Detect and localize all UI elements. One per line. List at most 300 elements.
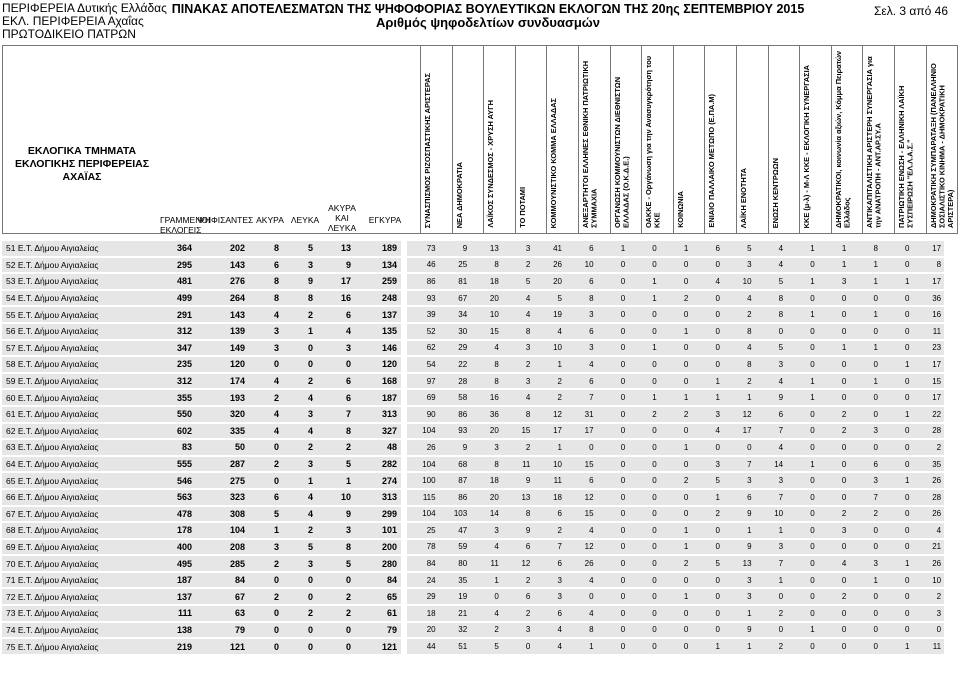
stat-cell: 3 — [283, 258, 317, 275]
stat-cell: 355 — [160, 390, 196, 407]
party-vote-cell: 1 — [691, 374, 723, 391]
row-label: 63 Ε.Τ. Δήμου Αιγιαλείας — [2, 440, 160, 457]
party-vote-cell: 0 — [597, 589, 629, 606]
party-vote-cell: 100 — [407, 473, 439, 490]
stat-cell: 1 — [249, 523, 283, 540]
stat-cell: 79 — [196, 623, 249, 640]
stat-cell: 364 — [160, 241, 196, 258]
stat-cell: 121 — [355, 639, 401, 656]
party-vote-cell: 84 — [407, 556, 439, 573]
party-name: ΚΟΜΜΟΥΝΙΣΤΙΚΟ ΚΟΜΜΑ ΕΛΛΑΔΑΣ — [549, 97, 559, 228]
stat-cell: 563 — [160, 490, 196, 507]
party-vote-cell: 3 — [723, 258, 755, 275]
stat-cell: 308 — [196, 507, 249, 524]
stat-cell: 248 — [355, 291, 401, 308]
party-name: ΛΑΪΚΟΣ ΣΥΝΔΕΣΜΟΣ - ΧΡΥΣΗ ΑΥΓΗ — [486, 100, 496, 228]
party-vote-cell: 0 — [628, 473, 660, 490]
party-vote-cell: 3 — [755, 540, 787, 557]
stat-cell: 8 — [283, 291, 317, 308]
party-vote-cell: 1 — [881, 473, 913, 490]
party-name: ΑΝΤΙΚΑΠΙΤΑΛΙΣΤΙΚΗ ΑΡΙΣΤΕΡΗ ΣΥΝΕΡΓΑΣΙΑ για την ΑΝΑΤΡΟΠΗ - ΑΝΤ.ΑΡ.ΣΥ.Α — [865, 56, 883, 228]
stat-cell: 295 — [160, 258, 196, 275]
party-vote-cell: 67 — [439, 291, 471, 308]
party-vote-cell: 1 — [755, 573, 787, 590]
stat-cell: 555 — [160, 457, 196, 474]
party-vote-cell: 1 — [755, 523, 787, 540]
party-vote-cell: 0 — [818, 639, 850, 656]
party-vote-cell: 4 — [533, 639, 565, 656]
stat-cell: 0 — [317, 623, 355, 640]
party-vote-cell: 6 — [533, 606, 565, 623]
party-vote-cell: 0 — [628, 540, 660, 557]
row-label: 54 Ε.Τ. Δήμου Αιγιαλείας — [2, 291, 160, 308]
stat-cell: 2 — [249, 390, 283, 407]
stat-cell: 312 — [160, 324, 196, 341]
party-vote-cell: 3 — [470, 440, 502, 457]
party-vote-cell: 11 — [470, 556, 502, 573]
party-name: ΤΟ ΠΟΤΑΜΙ — [517, 187, 527, 228]
party-vote-cell: 12 — [502, 556, 534, 573]
party-vote-cell: 46 — [407, 258, 439, 275]
party-vote-cell: 6 — [565, 473, 597, 490]
stat-cell: 0 — [283, 639, 317, 656]
party-vote-cell: 103 — [439, 507, 471, 524]
stat-cell: 4 — [283, 424, 317, 441]
party-vote-cell: 1 — [818, 341, 850, 358]
party-vote-cell: 0 — [786, 258, 818, 275]
party-vote-cell: 28 — [913, 424, 945, 441]
table-row — [2, 291, 944, 308]
party-vote-cell: 0 — [597, 639, 629, 656]
party-vote-cell: 17 — [913, 241, 945, 258]
party-vote-cell: 9 — [502, 473, 534, 490]
stat-cell: 1 — [283, 473, 317, 490]
stat-cell: 17 — [317, 274, 355, 291]
party-vote-cell: 19 — [533, 307, 565, 324]
party-vote-cell: 10 — [723, 274, 755, 291]
table-row — [2, 639, 944, 656]
party-name: ΛΑΪΚΗ ΕΝΟΤΗΤΑ — [739, 167, 748, 228]
party-vote-cell: 9 — [723, 507, 755, 524]
party-vote-cell: 4 — [755, 440, 787, 457]
party-vote-cell: 51 — [439, 639, 471, 656]
party-vote-cell: 29 — [439, 341, 471, 358]
stat-cell: 5 — [283, 540, 317, 557]
party-vote-cell: 0 — [660, 573, 692, 590]
party-vote-cell: 6 — [502, 540, 534, 557]
table-row — [2, 307, 944, 324]
party-vote-cell: 0 — [470, 589, 502, 606]
party-vote-cell: 36 — [470, 407, 502, 424]
party-vote-cell: 2 — [755, 606, 787, 623]
party-vote-cell: 0 — [628, 573, 660, 590]
party-name: ΚΟΙΝΩΝΙΑ — [675, 191, 685, 228]
party-vote-cell: 13 — [502, 490, 534, 507]
party-vote-cell: 0 — [691, 307, 723, 324]
region-line: ΠΕΡΙΦΕΡΕΙΑ Δυτικής Ελλάδας — [2, 1, 167, 15]
party-vote-cell: 1 — [786, 241, 818, 258]
party-vote-cell: 1 — [881, 556, 913, 573]
party-vote-cell: 0 — [849, 589, 881, 606]
party-vote-cell: 20 — [470, 291, 502, 308]
party-vote-cell: 0 — [881, 241, 913, 258]
party-vote-cell: 3 — [502, 241, 534, 258]
party-vote-cell: 93 — [407, 291, 439, 308]
stat-cell: 61 — [355, 606, 401, 623]
party-vote-cell: 18 — [533, 490, 565, 507]
party-vote-cell: 35 — [913, 457, 945, 474]
party-vote-cell: 5 — [691, 473, 723, 490]
stat-cell: 2 — [249, 457, 283, 474]
party-vote-cell: 16 — [913, 307, 945, 324]
stat-cell: 0 — [317, 573, 355, 590]
stat-cell: 291 — [160, 307, 196, 324]
stat-cell: 16 — [317, 291, 355, 308]
table-row — [2, 440, 944, 457]
party-vote-cell: 0 — [881, 424, 913, 441]
stat-cell: 3 — [283, 457, 317, 474]
stat-cell: 327 — [355, 424, 401, 441]
party-vote-cell: 1 — [533, 357, 565, 374]
party-vote-cell: 12 — [723, 407, 755, 424]
party-vote-cell: 86 — [407, 274, 439, 291]
party-vote-cell: 1 — [849, 258, 881, 275]
stat-cell: 0 — [249, 639, 283, 656]
party-vote-cell: 0 — [818, 573, 850, 590]
party-vote-cell: 35 — [439, 573, 471, 590]
party-vote-cell: 2 — [723, 374, 755, 391]
table-row — [2, 390, 944, 407]
party-vote-cell: 0 — [881, 490, 913, 507]
party-vote-cell: 0 — [597, 274, 629, 291]
party-vote-cell: 0 — [881, 440, 913, 457]
party-vote-cell: 3 — [723, 589, 755, 606]
party-vote-cell: 3 — [849, 556, 881, 573]
stat-cell: 4 — [283, 507, 317, 524]
party-vote-cell: 0 — [786, 540, 818, 557]
party-name: ΕΝΩΣΗ ΚΕΝΤΡΩΩΝ — [770, 157, 780, 228]
party-vote-cell: 0 — [818, 490, 850, 507]
table-row — [2, 507, 944, 524]
party-vote-cell: 0 — [628, 457, 660, 474]
stat-cell: 137 — [355, 307, 401, 324]
party-vote-cell: 0 — [660, 274, 692, 291]
party-vote-cell: 1 — [660, 523, 692, 540]
row-label: 73 Ε.Τ. Δήμου Αιγιαλείας — [2, 606, 160, 623]
party-vote-cell: 2 — [533, 390, 565, 407]
party-vote-cell: 31 — [565, 407, 597, 424]
party-vote-cell: 7 — [755, 424, 787, 441]
party-name: ΕΝΙΑΙΟ ΠΑΛΛΑΙΚΟ ΜΕΤΩΠΟ (Ε.ΠΑ.Μ) — [707, 94, 717, 228]
party-vote-cell: 0 — [818, 357, 850, 374]
party-vote-cell: 2 — [502, 440, 534, 457]
row-label: 72 Ε.Τ. Δήμου Αιγιαλείας — [2, 589, 160, 606]
row-label: 74 Ε.Τ. Δήμου Αιγιαλείας — [2, 623, 160, 640]
party-vote-cell: 54 — [407, 357, 439, 374]
party-vote-cell: 0 — [628, 623, 660, 640]
stat-cell: 1 — [283, 324, 317, 341]
stat-cell: 287 — [196, 457, 249, 474]
column-header-4: ΛΕΥΚΑ — [290, 215, 320, 225]
party-vote-cell: 8 — [502, 407, 534, 424]
party-vote-cell: 52 — [407, 324, 439, 341]
stat-cell: 178 — [160, 523, 196, 540]
party-vote-cell: 0 — [565, 440, 597, 457]
party-vote-cell: 0 — [849, 639, 881, 656]
stat-cell: 6 — [317, 307, 355, 324]
stat-cell: 0 — [249, 473, 283, 490]
party-vote-cell: 0 — [786, 606, 818, 623]
party-vote-cell: 44 — [407, 639, 439, 656]
results-table — [2, 241, 944, 656]
party-vote-cell: 5 — [470, 639, 502, 656]
party-vote-cell: 10 — [470, 307, 502, 324]
stat-cell: 4 — [249, 374, 283, 391]
party-vote-cell: 0 — [628, 241, 660, 258]
party-vote-cell: 0 — [628, 258, 660, 275]
stat-cell: 146 — [355, 341, 401, 358]
party-vote-cell: 3 — [502, 623, 534, 640]
stat-cell: 2 — [283, 440, 317, 457]
party-vote-cell: 2 — [660, 291, 692, 308]
table-row — [2, 424, 944, 441]
party-vote-cell: 4 — [755, 258, 787, 275]
party-vote-cell: 20 — [407, 623, 439, 640]
party-vote-cell: 0 — [786, 490, 818, 507]
party-vote-cell: 0 — [881, 623, 913, 640]
party-vote-cell: 11 — [913, 324, 945, 341]
column-header-2: ΨΗΦΙΣΑΝΤΕΣ — [197, 215, 254, 225]
party-vote-cell: 0 — [849, 440, 881, 457]
party-vote-cell: 7 — [755, 490, 787, 507]
party-vote-cell: 3 — [723, 573, 755, 590]
party-vote-cell: 9 — [723, 623, 755, 640]
stat-cell: 0 — [283, 341, 317, 358]
column-header-6: ΕΓΚΥΡΑ — [368, 215, 402, 225]
party-vote-cell: 0 — [597, 258, 629, 275]
party-vote-cell: 0 — [786, 507, 818, 524]
stat-cell: 8 — [249, 291, 283, 308]
party-vote-cell: 1 — [691, 390, 723, 407]
party-vote-cell: 9 — [439, 241, 471, 258]
party-vote-cell: 7 — [755, 556, 787, 573]
party-vote-cell: 24 — [407, 573, 439, 590]
party-vote-cell: 6 — [849, 457, 881, 474]
party-vote-cell: 0 — [849, 540, 881, 557]
party-vote-cell: 0 — [660, 341, 692, 358]
party-vote-cell: 0 — [691, 573, 723, 590]
party-vote-cell: 14 — [470, 507, 502, 524]
party-vote-cell: 73 — [407, 241, 439, 258]
stat-cell: 9 — [283, 274, 317, 291]
stat-cell: 219 — [160, 639, 196, 656]
party-vote-cell: 0 — [628, 324, 660, 341]
stat-cell: 285 — [196, 556, 249, 573]
party-vote-cell: 4 — [691, 424, 723, 441]
stat-cell: 143 — [196, 307, 249, 324]
row-label: 71 Ε.Τ. Δήμου Αιγιαλείας — [2, 573, 160, 590]
stat-cell: 280 — [355, 556, 401, 573]
party-vote-cell: 4 — [691, 274, 723, 291]
party-vote-cell: 28 — [439, 374, 471, 391]
stat-cell: 5 — [249, 507, 283, 524]
stat-cell: 3 — [283, 556, 317, 573]
party-vote-cell: 0 — [691, 606, 723, 623]
party-name: ΔΗΜΟΚΡΑΤΙΚΟΙ, κοινωνία αξιών, Κόμμα Πειρατών Ελλάδος — [833, 50, 852, 228]
party-vote-cell: 1 — [849, 341, 881, 358]
party-vote-cell: 0 — [881, 390, 913, 407]
party-vote-cell: 0 — [660, 490, 692, 507]
party-vote-cell: 10 — [913, 573, 945, 590]
stat-cell: 83 — [160, 440, 196, 457]
party-vote-cell: 5 — [755, 274, 787, 291]
party-vote-cell: 3 — [818, 274, 850, 291]
party-vote-cell: 26 — [913, 507, 945, 524]
party-vote-cell: 0 — [786, 440, 818, 457]
page-number: Σελ. 3 από 46 — [873, 4, 948, 18]
party-vote-cell: 0 — [597, 324, 629, 341]
party-vote-cell: 0 — [597, 623, 629, 640]
party-vote-cell: 93 — [439, 424, 471, 441]
party-vote-cell: 1 — [786, 457, 818, 474]
party-vote-cell: 5 — [533, 291, 565, 308]
party-vote-cell: 1 — [533, 440, 565, 457]
party-vote-cell: 104 — [407, 457, 439, 474]
party-vote-cell: 1 — [660, 390, 692, 407]
table-row — [2, 357, 944, 374]
row-label: 68 Ε.Τ. Δήμου Αιγιαλείας — [2, 523, 160, 540]
party-vote-cell: 0 — [786, 357, 818, 374]
party-vote-cell: 9 — [723, 540, 755, 557]
party-vote-cell: 0 — [628, 523, 660, 540]
stat-cell: 499 — [160, 291, 196, 308]
stat-cell: 320 — [196, 407, 249, 424]
party-vote-cell: 1 — [660, 324, 692, 341]
party-vote-cell: 1 — [849, 274, 881, 291]
party-vote-cell: 16 — [470, 390, 502, 407]
party-vote-cell: 6 — [565, 374, 597, 391]
stat-cell: 143 — [196, 258, 249, 275]
stat-cell: 275 — [196, 473, 249, 490]
party-vote-cell: 4 — [755, 374, 787, 391]
party-vote-cell: 2 — [502, 606, 534, 623]
party-vote-cell: 2 — [502, 357, 534, 374]
row-label: 53 Ε.Τ. Δήμου Αιγιαλείας — [2, 274, 160, 291]
stat-cell: 259 — [355, 274, 401, 291]
party-vote-cell: 14 — [755, 457, 787, 474]
stat-cell: 274 — [355, 473, 401, 490]
table-row — [2, 341, 944, 358]
party-vote-cell: 2 — [818, 407, 850, 424]
stat-cell: 48 — [355, 440, 401, 457]
party-vote-cell: 3 — [691, 457, 723, 474]
party-vote-cell: 6 — [691, 241, 723, 258]
stat-cell: 276 — [196, 274, 249, 291]
party-vote-cell: 80 — [439, 556, 471, 573]
stat-cell: 481 — [160, 274, 196, 291]
party-vote-cell: 0 — [755, 324, 787, 341]
party-vote-cell: 2 — [502, 573, 534, 590]
table-row — [2, 457, 944, 474]
party-vote-cell: 0 — [660, 424, 692, 441]
stat-cell: 282 — [355, 457, 401, 474]
party-vote-cell: 0 — [849, 291, 881, 308]
party-vote-cell: 0 — [628, 507, 660, 524]
row-label: 56 Ε.Τ. Δήμου Αιγιαλείας — [2, 324, 160, 341]
stat-cell: 0 — [249, 606, 283, 623]
party-vote-cell: 0 — [881, 324, 913, 341]
party-name: ΑΝΕΞΑΡΤΗΤΟΙ ΕΛΛΗΝΕΣ ΕΘΝΙΚΗ ΠΑΤΡΙΩΤΙΚΗ ΣΥΜΜΑΧΙΑ — [581, 60, 599, 228]
party-vote-cell: 0 — [818, 440, 850, 457]
section-title: ΕΚΛΟΓΙΚΑ ΤΜΗΜΑΤΑ ΕΚΛΟΓΙΚΗΣ ΠΕΡΙΦΕΡΕΙΑΣ ΑΧΑΪΑΣ — [14, 145, 150, 183]
party-vote-cell: 0 — [691, 291, 723, 308]
party-vote-cell: 0 — [818, 374, 850, 391]
party-vote-cell: 15 — [565, 457, 597, 474]
stat-cell: 3 — [317, 523, 355, 540]
party-vote-cell: 4 — [565, 606, 597, 623]
stat-cell: 63 — [196, 606, 249, 623]
party-vote-cell: 1 — [660, 589, 692, 606]
party-vote-cell: 20 — [470, 490, 502, 507]
party-vote-cell: 3 — [565, 341, 597, 358]
stat-cell: 5 — [317, 556, 355, 573]
stat-cell: 6 — [317, 374, 355, 391]
stat-cell: 0 — [283, 357, 317, 374]
party-vote-cell: 4 — [723, 291, 755, 308]
table-row — [2, 374, 944, 391]
stat-cell: 1 — [317, 473, 355, 490]
stat-cell: 8 — [317, 424, 355, 441]
stat-cell: 0 — [249, 357, 283, 374]
stat-cell: 101 — [355, 523, 401, 540]
party-vote-cell: 3 — [755, 473, 787, 490]
party-vote-cell: 0 — [628, 357, 660, 374]
party-vote-cell: 0 — [691, 258, 723, 275]
party-vote-cell: 0 — [597, 457, 629, 474]
row-label: 70 Ε.Τ. Δήμου Αιγιαλείας — [2, 556, 160, 573]
party-vote-cell: 8 — [502, 507, 534, 524]
party-vote-cell: 6 — [565, 274, 597, 291]
stat-cell: 4 — [317, 324, 355, 341]
party-vote-cell: 5 — [502, 274, 534, 291]
party-vote-cell: 3 — [913, 606, 945, 623]
party-vote-cell: 4 — [755, 241, 787, 258]
party-vote-cell: 2 — [628, 407, 660, 424]
stat-cell: 4 — [283, 390, 317, 407]
table-row — [2, 589, 944, 606]
party-vote-cell: 26 — [913, 556, 945, 573]
party-vote-cell: 0 — [565, 589, 597, 606]
stat-cell: 3 — [249, 341, 283, 358]
row-label: 65 Ε.Τ. Δήμου Αιγιαλείας — [2, 473, 160, 490]
party-vote-cell: 2 — [723, 307, 755, 324]
party-vote-cell: 8 — [723, 324, 755, 341]
stat-cell: 2 — [249, 589, 283, 606]
row-label: 64 Ε.Τ. Δήμου Αιγιαλείας — [2, 457, 160, 474]
party-vote-cell: 0 — [691, 623, 723, 640]
table-row — [2, 556, 944, 573]
stat-cell: 4 — [249, 424, 283, 441]
party-vote-cell: 1 — [565, 639, 597, 656]
table-row — [2, 606, 944, 623]
party-vote-cell: 17 — [913, 357, 945, 374]
party-vote-cell: 1 — [786, 307, 818, 324]
stat-cell: 2 — [317, 606, 355, 623]
party-name: ΣΥΝΑΣΠΙΣΜΟΣ ΡΙΖΟΣΠΑΣΤΙΚΗΣ ΑΡΙΣΤΕΡΑΣ — [423, 72, 432, 228]
stat-cell: 8 — [249, 241, 283, 258]
party-vote-cell: 0 — [660, 606, 692, 623]
party-vote-cell: 0 — [691, 540, 723, 557]
